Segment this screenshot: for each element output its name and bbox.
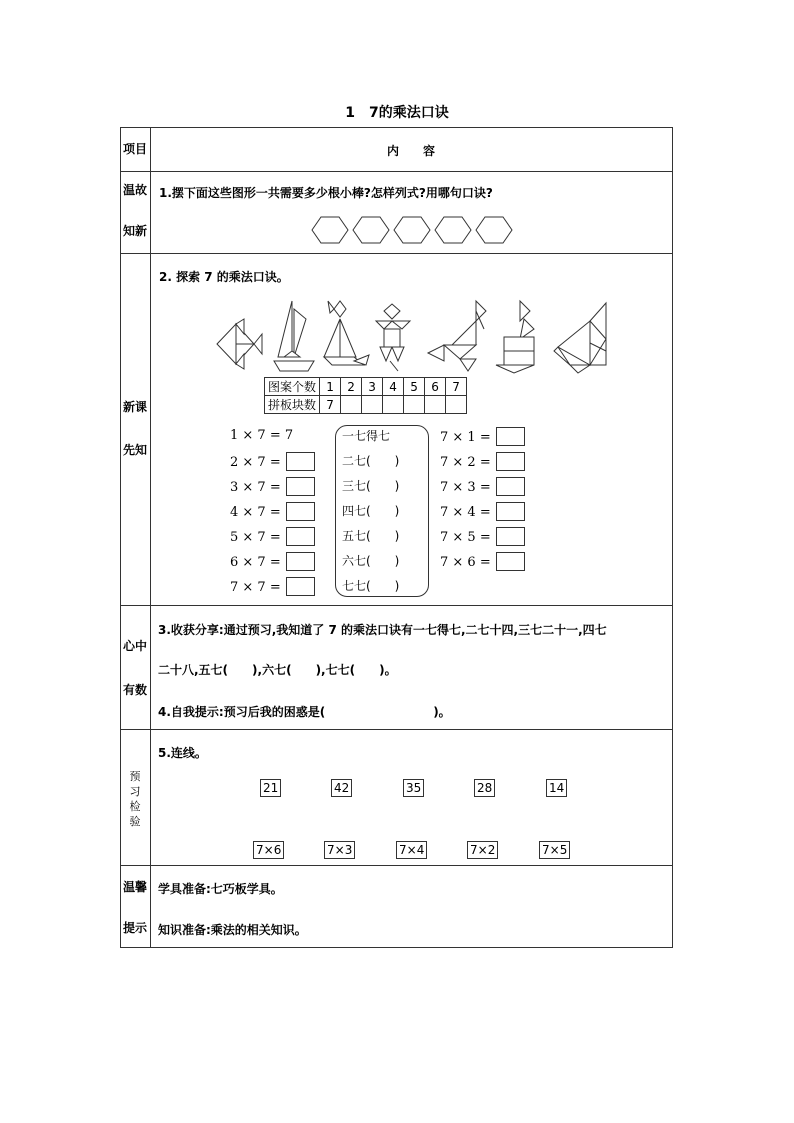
tangram-bird-icon (428, 301, 486, 371)
tangram-fish-icon (217, 319, 262, 369)
question-4[interactable]: 4.自我提示:预习后我的困惑是( )。 (158, 705, 451, 719)
table-cell: 7 (320, 396, 341, 414)
equation-r4: 7 × 4 = (440, 505, 491, 520)
question-2: 2. 探索 7 的乘法口诀。 (159, 270, 289, 284)
equation-row (230, 551, 315, 576)
number-box-21[interactable]: 21 (260, 779, 281, 797)
equation-row (440, 451, 525, 476)
equation-row (440, 476, 525, 501)
product-box-7x4[interactable]: 7×4 (396, 841, 427, 859)
product-box-7x2[interactable]: 7×2 (467, 841, 498, 859)
review-label-2: 知新 (122, 224, 147, 238)
row-label: 拼板块数 (265, 396, 320, 414)
tips-label-2: 提示 (122, 921, 147, 935)
table-row (265, 396, 467, 414)
number-box-28[interactable]: 28 (474, 779, 495, 797)
rhyme-4[interactable]: 四七( ) (342, 504, 400, 518)
number-box-42[interactable]: 42 (331, 779, 352, 797)
answer-box[interactable] (496, 527, 525, 546)
hexagon-2 (353, 217, 389, 243)
equation-r3: 7 × 3 = (440, 480, 491, 495)
question-3-line2[interactable]: 二十八,五七( ),六七( ),七七( )。 (158, 663, 397, 677)
heart-label-2: 有数 (122, 683, 147, 697)
knowledge-prep: 知识准备:乘法的相关知识。 (158, 923, 307, 937)
hexagon-4 (435, 217, 471, 243)
rhyme-6[interactable]: 六七( ) (342, 554, 400, 568)
answer-box[interactable] (286, 552, 315, 571)
equation-r5: 7 × 5 = (440, 530, 491, 545)
tangram-figures (214, 299, 614, 379)
question-1: 1.摆下面这些图形一共需要多少根小棒?怎样列式?用哪句口诀? (159, 186, 493, 200)
table-cell[interactable] (362, 396, 383, 414)
equation-row (230, 451, 315, 476)
check-label-char: 检 (129, 800, 141, 813)
tangram-swan-icon (554, 303, 606, 373)
hexagon-row (310, 215, 516, 245)
product-box-7x5[interactable]: 7×5 (539, 841, 570, 859)
rhyme-2[interactable]: 二七( ) (342, 454, 400, 468)
table-cell: 3 (362, 378, 383, 396)
table-cell: 2 (341, 378, 362, 396)
check-label-char: 预 (129, 770, 141, 783)
table-cell: 6 (425, 378, 446, 396)
answer-box[interactable] (496, 502, 525, 521)
table-cell[interactable] (446, 396, 467, 414)
equation-3: 3 × 7 = (230, 480, 281, 495)
review-label-1: 温故 (122, 183, 147, 197)
table-cell: 7 (446, 378, 467, 396)
equation-6: 6 × 7 = (230, 555, 281, 570)
answer-box[interactable] (286, 577, 315, 596)
product-box-7x6[interactable]: 7×6 (253, 841, 284, 859)
question-5: 5.连线。 (158, 746, 207, 760)
answer-box[interactable] (496, 452, 525, 471)
equation-row (230, 576, 315, 601)
rhyme-3[interactable]: 三七( ) (342, 479, 400, 493)
header-col2: 内 容 (386, 144, 435, 158)
hexagon-1 (312, 217, 348, 243)
equation-row (440, 501, 525, 526)
equation-1: 1 × 7 = 7 (230, 428, 294, 443)
page-title: 1 7的乘法口诀 (345, 105, 449, 121)
hexagon-5 (476, 217, 512, 243)
equation-4: 4 × 7 = (230, 505, 281, 520)
answer-box[interactable] (286, 477, 315, 496)
tangram-cat-icon (324, 301, 369, 365)
equation-5: 5 × 7 = (230, 530, 281, 545)
tangram-person-icon (376, 304, 410, 371)
equation-row (230, 501, 315, 526)
question-3-line1: 3.收获分享:通过预习,我知道了 7 的乘法口诀有一七得七,二七十四,三七二十一,四七 (158, 623, 607, 637)
answer-box[interactable] (496, 552, 525, 571)
equation-r1: 7 × 1 = (440, 430, 491, 445)
equation-row (230, 526, 315, 551)
equation-row (440, 526, 525, 551)
row-label: 图案个数 (265, 378, 320, 396)
table-cell[interactable] (425, 396, 446, 414)
tangram-boat-icon (274, 301, 314, 371)
number-box-14[interactable]: 14 (546, 779, 567, 797)
rhyme-5[interactable]: 五七( ) (342, 529, 400, 543)
answer-box[interactable] (496, 427, 525, 446)
table-cell: 4 (383, 378, 404, 396)
tips-label-1: 温馨 (122, 880, 147, 894)
table-cell[interactable] (341, 396, 362, 414)
equation-row (440, 426, 525, 451)
left-equations (230, 426, 315, 601)
table-cell[interactable] (404, 396, 425, 414)
equation-row (230, 476, 315, 501)
hexagon-3 (394, 217, 430, 243)
heart-label-1: 心中 (122, 639, 147, 653)
table-cell[interactable] (383, 396, 404, 414)
product-box-7x3[interactable]: 7×3 (324, 841, 355, 859)
table-cell: 5 (404, 378, 425, 396)
tangram-rabbit-icon (496, 301, 534, 373)
equation-row (440, 551, 525, 576)
answer-box[interactable] (496, 477, 525, 496)
rhyme-1: 一七得七 (342, 429, 391, 443)
answer-box[interactable] (286, 452, 315, 471)
answer-box[interactable] (286, 527, 315, 546)
table-cell: 1 (320, 378, 341, 396)
pattern-count-table (264, 377, 467, 414)
preview-table (120, 127, 673, 948)
check-label (120, 769, 150, 829)
header-col1: 项目 (122, 142, 147, 156)
new-lesson-label-2: 先知 (122, 443, 147, 457)
table-row (265, 378, 467, 396)
answer-box[interactable] (286, 502, 315, 521)
check-label-char: 验 (129, 815, 141, 828)
tool-prep: 学具准备:七巧板学具。 (158, 882, 283, 896)
new-lesson-label-1: 新课 (122, 400, 147, 414)
equation-7: 7 × 7 = (230, 580, 281, 595)
rhyme-list (342, 427, 399, 602)
rhyme-7[interactable]: 七七( ) (342, 579, 400, 593)
check-label-char: 习 (129, 785, 141, 798)
right-equations (440, 426, 525, 576)
equation-r6: 7 × 6 = (440, 555, 491, 570)
equation-2: 2 × 7 = (230, 455, 281, 470)
equation-r2: 7 × 2 = (440, 455, 491, 470)
number-box-35[interactable]: 35 (403, 779, 424, 797)
